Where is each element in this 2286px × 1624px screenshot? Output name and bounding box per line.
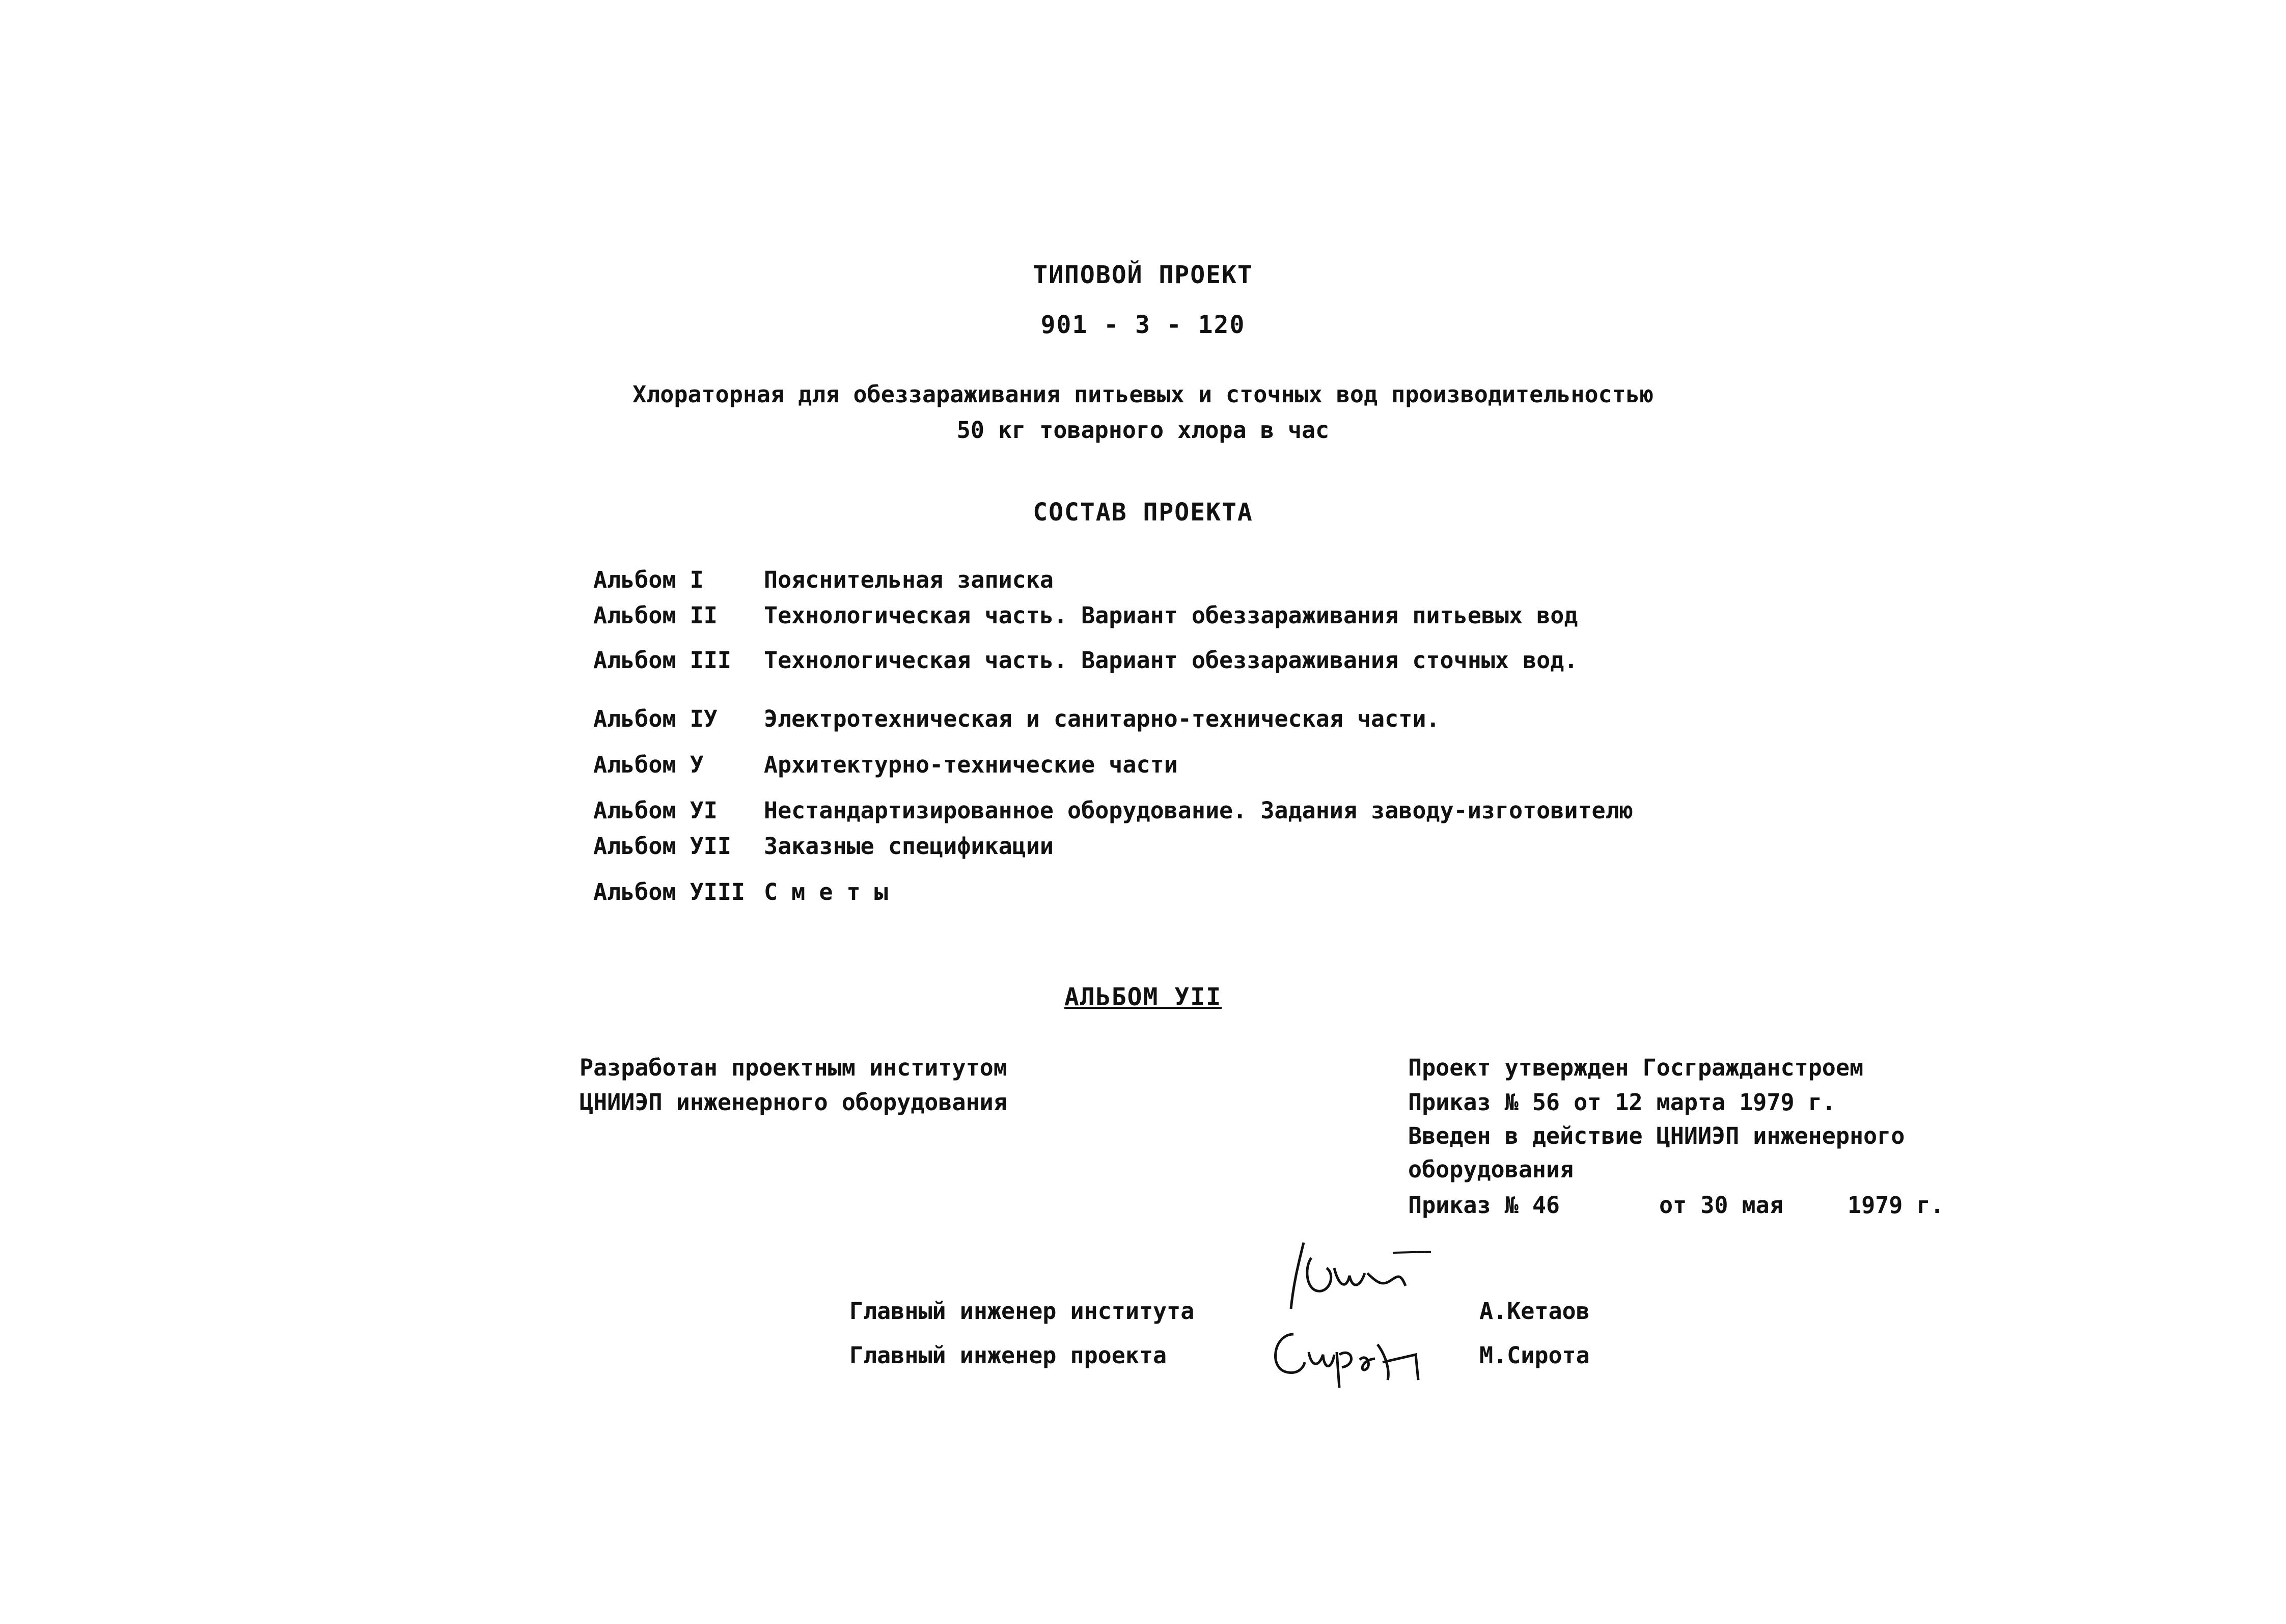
project-title-line2: 50 кг товарного хлора в час: [956, 417, 1330, 444]
approval-line4: оборудования: [1408, 1156, 1574, 1183]
album-desc: Заказные спецификации: [764, 833, 1054, 860]
album-label: Альбом У: [593, 751, 704, 778]
album-label: Альбом УIII: [593, 878, 746, 905]
album-label: Альбом УI: [593, 797, 718, 824]
signature-role: Главный инженер проекта: [849, 1342, 1167, 1369]
approval-order-year: 1979 г.: [1848, 1192, 1944, 1219]
approval-order-date: от 30 мая: [1659, 1192, 1783, 1219]
album-desc: Архитектурно-технические части: [764, 751, 1178, 778]
signature-name: А.Кетаов: [1479, 1298, 1590, 1325]
album-desc: Электротехническая и санитарно-техническая части.: [764, 705, 1440, 732]
developer-line2: ЦНИИЭП инженерного оборудования: [580, 1089, 1007, 1116]
album-desc: Технологическая часть. Вариант обеззараживания питьевых вод: [764, 602, 1578, 629]
project-title-line1: Хлораторная для обеззараживания питьевых и сточных вод производительностью: [632, 381, 1654, 408]
album-label: Альбом IУ: [593, 705, 718, 732]
approval-order-prefix: Приказ № 46: [1408, 1192, 1560, 1219]
section-title: СОСТАВ ПРОЕКТА: [1033, 498, 1253, 527]
approval-line2: Приказ № 56 от 12 марта 1979 г.: [1408, 1089, 1836, 1116]
album-label: Альбом УII: [593, 833, 731, 860]
album-desc: Пояснительная записка: [764, 566, 1054, 593]
handwritten-signature-1: [1283, 1237, 1436, 1314]
album-desc: Нестандартизированное оборудование. Задания заводу-изготовителю: [764, 797, 1633, 824]
album-label: Альбом III: [593, 647, 731, 674]
album-label: Альбом II: [593, 602, 718, 629]
approval-line1: Проект утвержден Госгражданстроем: [1408, 1054, 1864, 1081]
developer-line1: Разработан проектным институтом: [580, 1054, 1007, 1081]
album-desc: Технологическая часть. Вариант обеззараживания сточных вод.: [764, 647, 1578, 674]
doc-type-heading: ТИПОВОЙ ПРОЕКТ: [1033, 261, 1253, 289]
current-album-heading: АЛЬБОМ УII: [1064, 983, 1222, 1011]
handwritten-signature-2: [1263, 1324, 1426, 1390]
project-code: 901 - 3 - 120: [1040, 311, 1246, 339]
album-desc: С м е т ы: [764, 878, 888, 905]
approval-line3: Введен в действие ЦНИИЭП инженерного: [1408, 1122, 1905, 1149]
signature-role: Главный инженер института: [849, 1298, 1195, 1325]
album-label: Альбом I: [593, 566, 704, 593]
signature-name: М.Сирота: [1479, 1342, 1590, 1369]
